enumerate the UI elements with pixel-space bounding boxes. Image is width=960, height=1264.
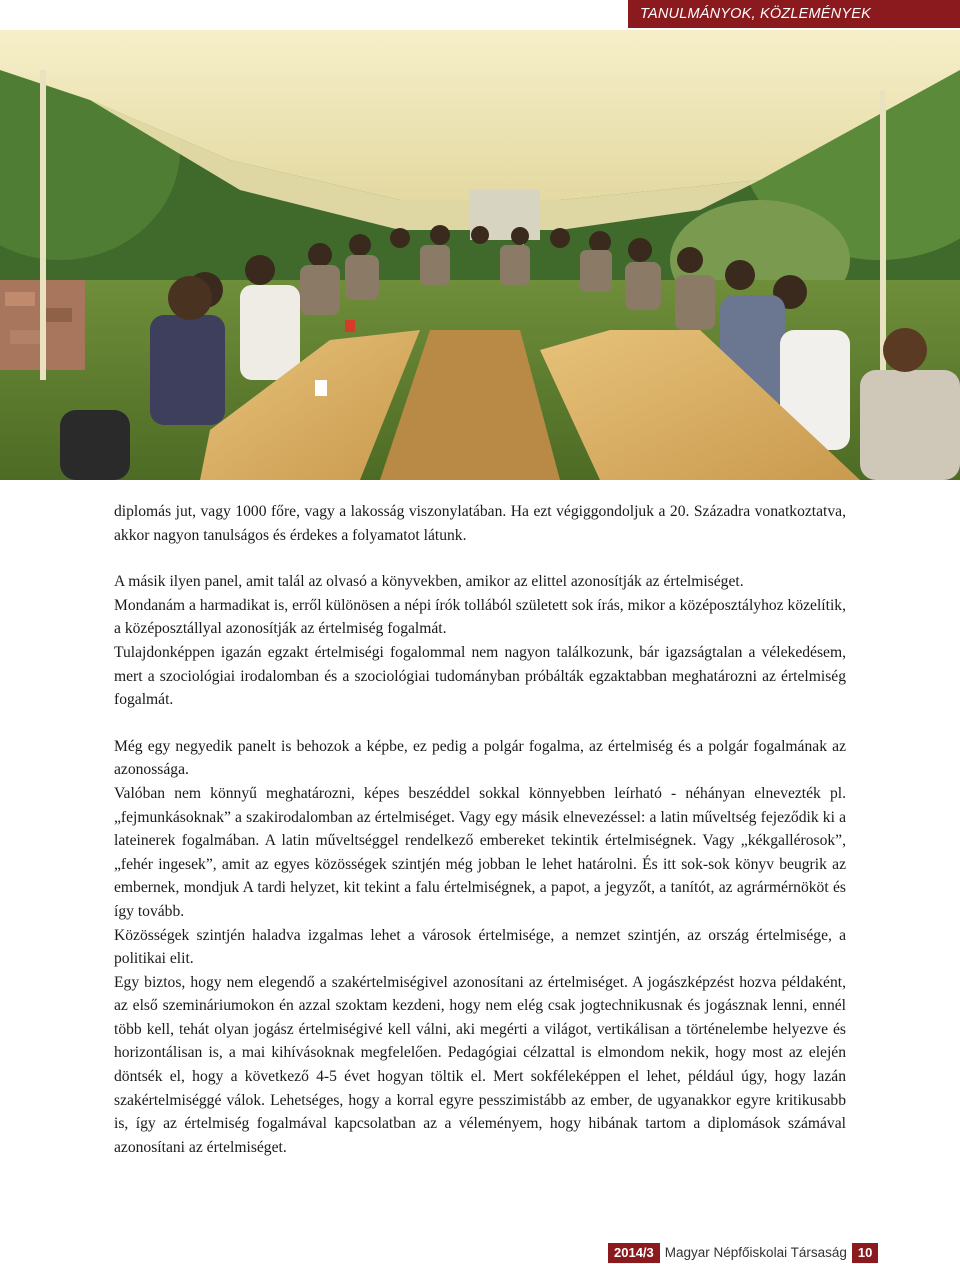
paragraph-1: diplomás jut, vagy 1000 főre, vagy a lakosság viszonylatában. Ha ezt végiggondoljuk a 20. Századra vonatkoztatva, akkor nagyon tanulságos és érdekes a folyamatot látunk.: [114, 503, 846, 544]
page-footer: [608, 1243, 878, 1263]
paragraph-7: Közösségek szintjén haladva izgalmas lehet a városok értelmisége, a nemzet szintjén, az ország értelmisége, a politikai elit.: [114, 926, 846, 968]
paragraph-2: A másik ilyen panel, amit talál az olvasó a könyvekben, amikor az elittel azonosítják az értelmiséget.: [114, 573, 744, 591]
section-label: TANULMÁNYOK, KÖZLEMÉNYEK: [628, 0, 960, 28]
article-body: [114, 500, 846, 1159]
issue-badge: 2014/3: [608, 1243, 660, 1263]
paragraph-5: Még egy negyedik panelt is behozok a képbe, ez pedig a polgár fogalma, az értelmiség és a polgár fogalmának az azonossága.: [114, 737, 846, 779]
event-photo: [0, 30, 960, 480]
paragraph-6: Valóban nem könnyű meghatározni, képes beszéddel sokkal könnyebben leírható - néhányan elnevezték pl. „fejmunkásoknak” a szakirodalomban az értelmiséget. Vagy egy másik elnevezéssel: a latin műveltség fejeződik ki a lateinerek fogalmában. A latin műveltséggel rendelkező embereket tekintik értelmiségnek. Vagy „kékgallérosok”, „fehér ingesek”, amit az egyes közösségek szintjén még jobban le lehet határolni. És itt sok-sok könyv beugrik az embernek, mondjuk A tardi helyzet, kit tekint a falu értelmiségnek, a papot, a jegyzőt, a tanítót, az agrármérnököt és így tovább.: [114, 784, 846, 920]
page-header: [0, 0, 960, 30]
paragraph-4: Tulajdonképpen igazán egzakt értelmiségi fogalommal nem nagyon találkozunk, bár igazságtalan a vélekedésem, mert a szociológiai irodalomban és a szociológiai tudományban próbálták egzaktabban meghatározni az értelmiség fogalmát.: [114, 643, 846, 709]
page-number: 10: [852, 1243, 878, 1263]
organization-name: Magyar Népfőiskolai Társaság: [664, 1245, 847, 1260]
paragraph-8: Egy biztos, hogy nem elegendő a szakértelmiségivel azonosítani az értelmiséget. A jogászképzést hozva példaként, az első szemináriumokon én azzal szoktam kezdeni, hogy nem elég csak jogtechnikusnak és jogásznak lenni, ennél több kell, tehát olyan jogász értelmiségivé kell válni, aki megérti a világot, vertikálisan a történelembe helyezve és horizontálisan is, a mai kihívásoknak megfelelően. Pedagógiai célzattal is elmondom nekik, hogy most az elején döntsék el, hogy a következő 4-5 évet hogyan töltik el. Mert sokféleképpen el lehet, például úgy, hogy lazán szakértelmiséggé válok. Lehetséges, hogy a korral egyre pesszimistább az ember, de ugyanakkor egyre kritikusabb is, így az értelmiség fogalmával kapcsolatban az a véleményem, hogy hibának tartom a diplomások számával azonosítani az értelmiséget.: [114, 973, 846, 1156]
paragraph-3: Mondanám a harmadikat is, erről különösen a népi írók tollából született sok írás, mikor a középosztályhoz közelítik, a középosztállyal azonosítják az értelmiség fogalmát.: [114, 596, 846, 638]
